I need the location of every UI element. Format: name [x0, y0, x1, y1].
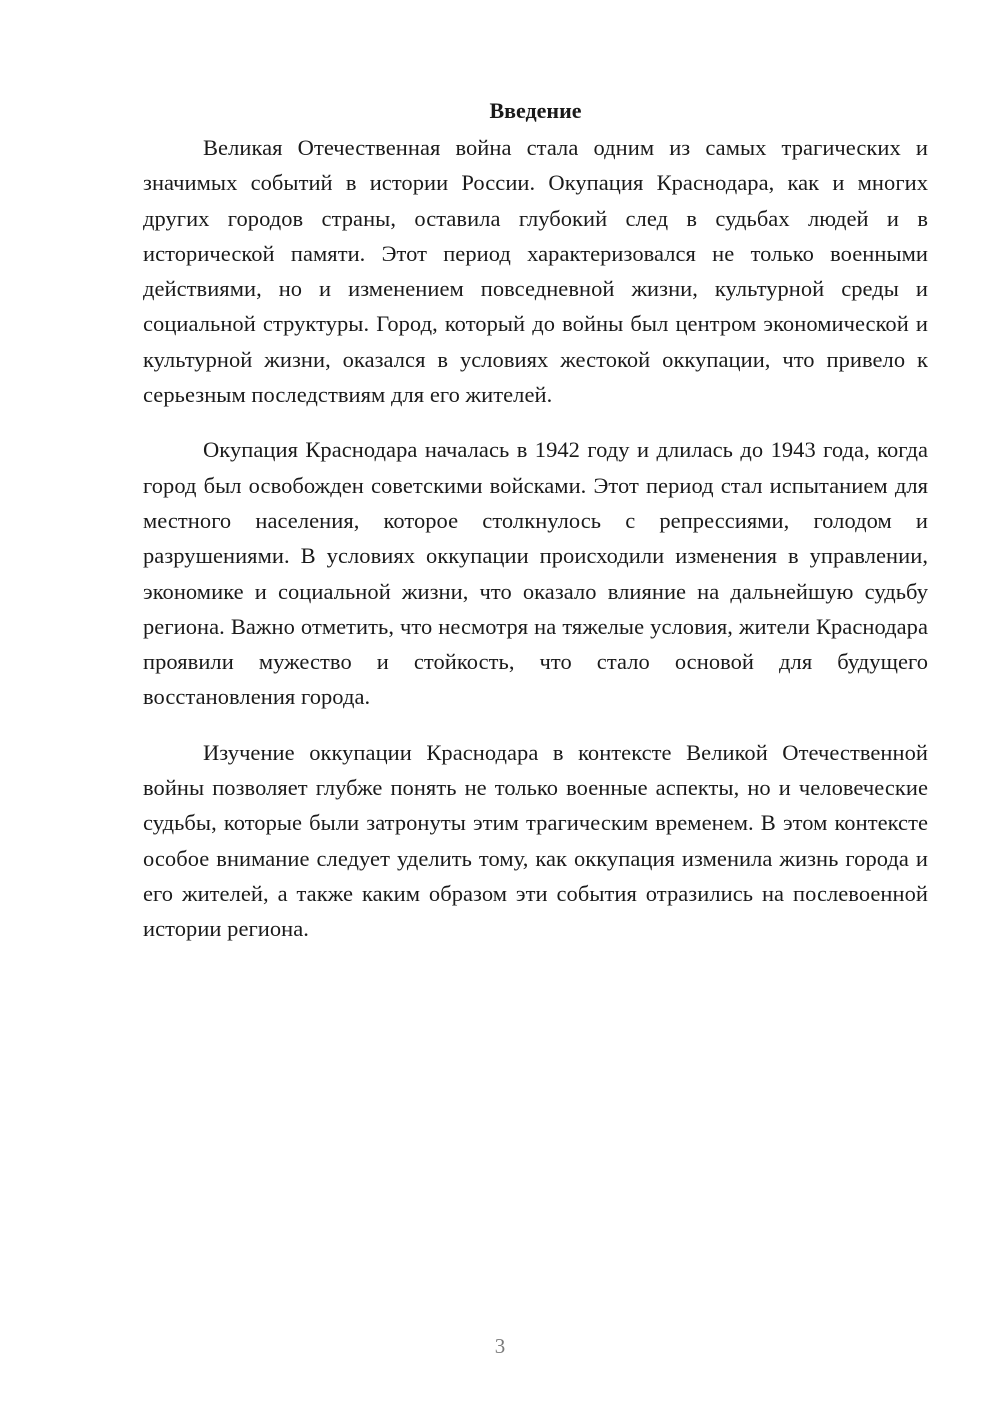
paragraph-1: Великая Отечественная война стала одним из самых трагических и значимых событий в истории России. Окупация Краснодара, как и многих других городов страны, оставила глубокий след в судьбах людей и в исторической памяти. Этот период характеризовался не только военными действиями, но и изменением повседневной жизни, культурной среды и социальной структуры. Город, который до войны был центром экономической и культурной жизни, оказался в условиях жестокой оккупации, что привело к серьезным последствиям для его жителей. [143, 135, 928, 408]
section-heading: Введение [489, 98, 582, 123]
paragraph-3: Изучение оккупации Краснодара в контексте Великой Отечественной войны позволяет глубже понять не только военные аспекты, но и человеческие судьбы, которые были затронуты этим трагическим временем. В этом контексте особое внимание следует уделить тому, как оккупация изменила жизнь города и его жителей, а также каким образом эти события отразились на послевоенной истории региона. [143, 739, 928, 942]
page-number: 3 [494, 1334, 506, 1358]
document-page [143, 92, 928, 947]
paragraph-2: Окупация Краснодара началась в 1942 году и длилась до 1943 года, когда город был освобожден советскими войсками. Этот период стал испытанием для местного населения, которое столкнулось с репрессиями, голодом и разрушениями. В условиях оккупации происходили изменения в управлении, экономике и социальной жизни, что оказало влияние на дальнейшую судьбу региона. Важно отметить, что несмотря на тяжелые условия, жители Краснодара проявили мужество и стойкость, что стало основой для будущего восстановления города. [143, 437, 928, 710]
